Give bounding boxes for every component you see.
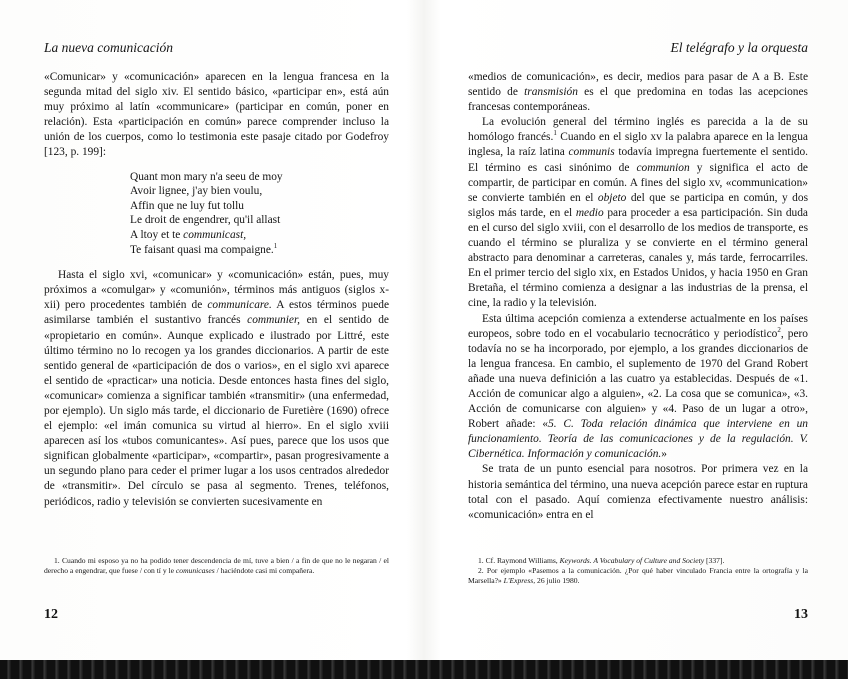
- verse-line: Te faisant quasi ma compaigne.$^1$: [130, 241, 278, 256]
- verse-line: Le droit de engendrer, qu'il allast: [130, 214, 281, 227]
- right-body-text: [468, 70, 808, 523]
- right-page: [468, 0, 808, 660]
- left-body-text: [44, 70, 389, 510]
- left-paragraph-1: «Comunicar» y «comunicación» aparecen en la lengua francesa en la segunda mitad del siglo xiv. El sentido básico, «participar en», está aún muy próximo al latín «communicare» (participar en común, poner en relación). Esta «participación en común» parece comprender incluso la unión de los cuerpos, como lo testimonia este pasaje citado por Godefroy [123, p. 199]:: [44, 71, 389, 159]
- right-footnotes: [468, 556, 808, 586]
- verse-line: Affin que ne luy fut tollu: [130, 199, 244, 212]
- left-paragraph-2: Hasta el siglo xvi, «comunicar» y «comunicación» están, pues, muy próximos a «comulgar» y «comunión», términos más antiguos (siglos x-xii) pero procedentes también de communicare. A estos términos puede asimilarse también el sustantivo francés communier, en el sentido de «propietario en común». Aunque explicado e ilustrado por Littré, este último término no lo recogen ya los grandes diccionarios. A partir de este sentido general de «participación de dos o varios», en el siglo xvi aparece el sentido de «practicar» una noticia. Desde entonces hasta fines del siglo, «comunicar» comienza a significar también «transmitir» (una enfermedad, por ejemplo). Un siglo más tarde, el diccionario de Furetière (1690) ofrece el ejemplo: «el imán comunica su virtud al hierro». En el siglo xviii aparecen así los «tubos comunicantes». Así pues, parece que los usos que significan globalmente «participar», «compartir», pasan progresivamente a un segundo plano para ceder el primer lugar a los usos centrados alrededor de «transmitir». Del círculo se pasa al segmento. Trenes, teléfonos, periódicos, radio y televisión se convierten sucesivamente en: [44, 269, 389, 508]
- footnote-marker: 1: [553, 129, 557, 138]
- scan-bottom-edge: [0, 660, 848, 679]
- right-running-head: El telégrafo y la orquesta: [670, 40, 808, 55]
- right-paragraph-2: La evolución general del término inglés es parecida a la de su homólogo francés.$^1$ Cuando en el siglo xv la palabra aparece en la lengua inglesa, la raíz latina communis todavía impregna fuertemente el sentido. El término es casi sinónimo de communion y significa el acto de compartir, de participar en común. A fines del siglo xv, «communication» se convierte también en el objeto del que se participa en común, y dos siglos más tarde, en el medio para proceder a esa participación. Sin duda en el curso del siglo xviii, con el desarrollo de los medios de transporte, es cuando el término se pluraliza y se convierte en el término general abstracto para denominar a carreteras, canales y, más tarde, ferrocarriles. En el primer tercio del siglo xix, en Estados Unidos, y hacia 1950 en Gran Bretaña, el término comienza a designar a las industrias de la prensa, el cine, la radio y la televisión.: [468, 116, 808, 310]
- footnote-2: 2. Por ejemplo «Pasemos a la comunicación. ¿Por qué haber vinculado Francia entre la ortografía y la Marsella?» L'Express, 26 julio 1980.: [468, 566, 808, 585]
- right-paragraph-3: Esta última acepción comienza a extenderse actualmente en los países europeos, sobre todo en el vocabulario tecnocrático y periodístico$^2$, pero todavía no se ha incorporado, por ejemplo, a los grandes diccionarios de la lengua francesa. En cambio, el suplemento de 1970 del Grand Robert añade una nueva definición a las cuatro ya establecidas. Después de «1. Acción de comunicar algo a alguien», «2. La cosa que se comunica», «3. Acción de comunicarse con alguien» y «4. Paso de un lugar a otro», Robert añade: «5. C. Toda relación dinámica que interviene en un funcionamiento. Teoría de las comunicaciones y de la regulación. V. Cibernética. Información y comunicación.»: [468, 312, 809, 461]
- left-footnotes: [44, 556, 389, 576]
- verse-line: A ltoy et te communicast,: [130, 228, 247, 241]
- right-paragraph-1: «medios de comunicación», es decir, medios para pasar de A a B. Este sentido de transmisión es el que predomina en todas las acepciones francesas contemporáneas.: [468, 71, 808, 114]
- left-page: [44, 0, 389, 660]
- footnote-marker: 1: [273, 241, 278, 250]
- footnote-1: 1. Cf. Raymond Williams, Keywords. A Vocabulary of Culture and Society [337].: [478, 556, 725, 565]
- left-running-head: La nueva comunicación: [44, 40, 173, 55]
- right-page-number: 13: [794, 607, 808, 622]
- quoted-verse: [130, 170, 389, 258]
- right-paragraph-4: Se trata de un punto esencial para nosotros. Por primera vez en la historia semántica del término, una nueva acepción parece estar en ruptura total con el pasado. Aquí comienza efectivamente nuestro análisis: «comunicación» entra en el: [468, 463, 808, 521]
- verse-line: Avoir lignee, j'ay bien voulu,: [130, 185, 263, 198]
- left-page-number: 12: [44, 607, 58, 622]
- footnote-marker: 2: [777, 325, 781, 334]
- footnote-1: 1. Cuando mi esposo ya no ha podido tener descendencia de mí, tuve a bien / a fin de que no le negaran / el derecho a engendrar, que fuese / con tí y le comunicases / haciéndote casi mi compañera.: [44, 556, 389, 575]
- verse-line: Quant mon mary n'a seeu de moy: [130, 170, 283, 183]
